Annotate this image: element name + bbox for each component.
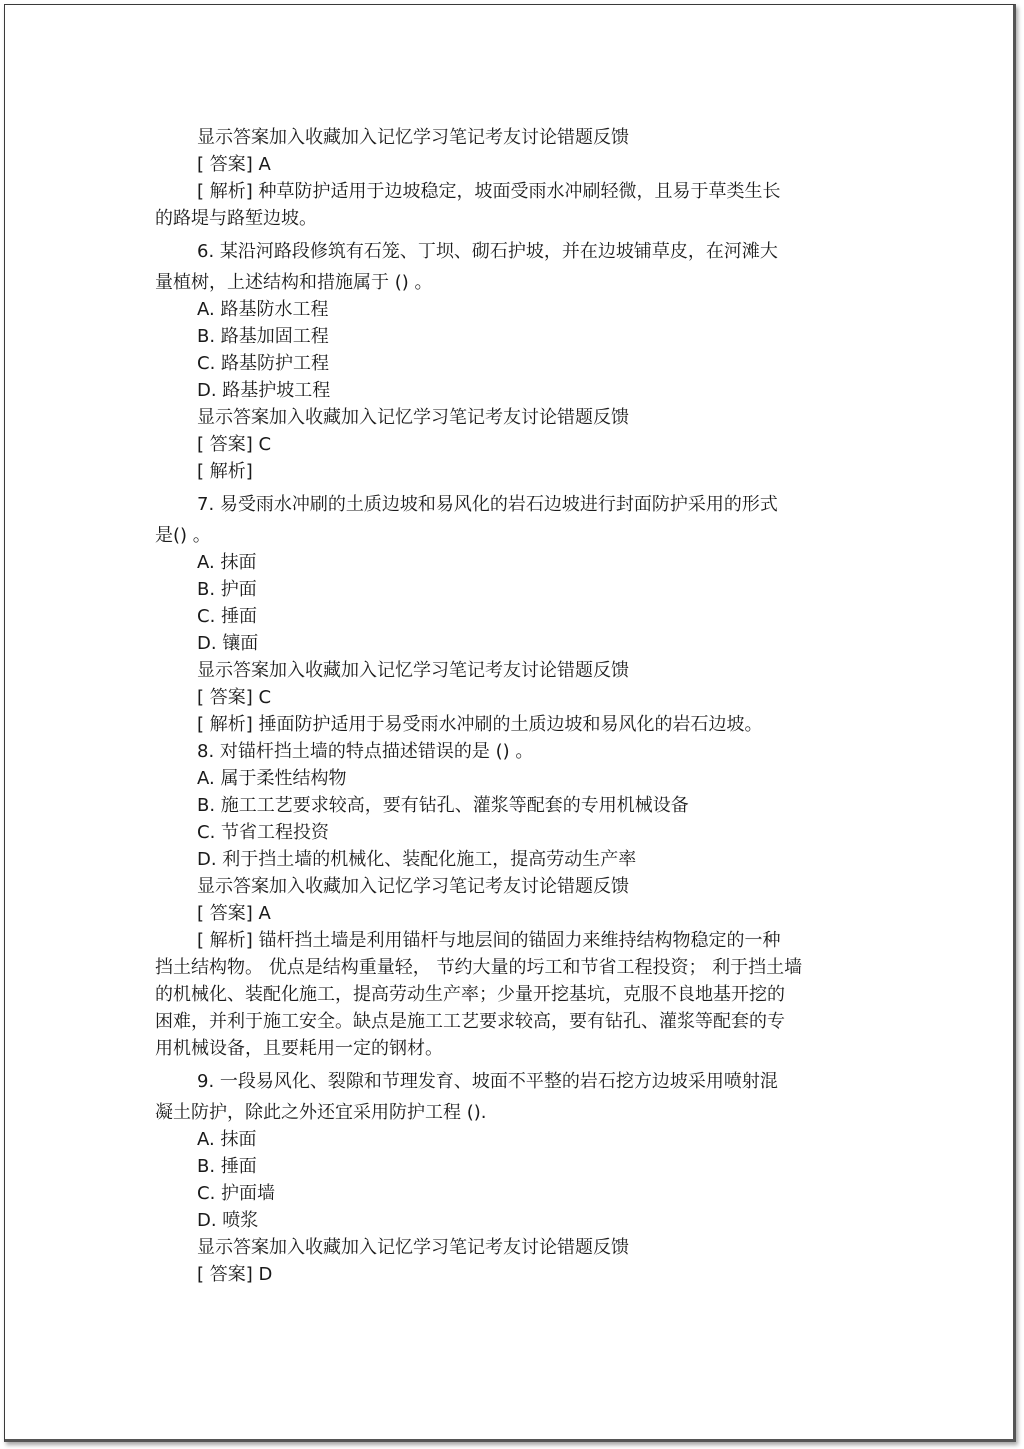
option-b: B. 路基加固工程 [197, 326, 329, 347]
analysis-line: 挡土结构物。 优点是结构重量轻， 节约大量的圬工和节省工程投资； 利于挡土墙 [155, 957, 803, 978]
analysis-line: 用机械设备，且要耗用一定的钢材。 [155, 1038, 443, 1059]
option-a: A. 抹面 [197, 1129, 257, 1150]
option-b: B. 施工工艺要求较高，要有钻孔、灌浆等配套的专用机械设备 [197, 795, 689, 816]
answer-text: [ 答案] A [197, 154, 271, 175]
option-d: D. 镶面 [197, 633, 259, 654]
analysis-line: [ 解析] [197, 461, 253, 482]
analysis-line: 困难，并利于施工安全。缺点是施工工艺要求较高，要有钻孔、灌浆等配套的专 [155, 1011, 785, 1032]
option-d: D. 喷浆 [197, 1210, 259, 1231]
option-b: B. 护面 [197, 579, 257, 600]
option-b: B. 捶面 [197, 1156, 257, 1177]
question-text: 8. 对锚杆挡土墙的特点描述错误的是 () 。 [197, 741, 534, 762]
answer-toolbar[interactable]: 显示答案加入收藏加入记忆学习笔记考友讨论错题反馈 [197, 1237, 629, 1258]
analysis-line: [ 解析] 捶面防护适用于易受雨水冲刷的土质边坡和易风化的岩石边坡。 [197, 714, 763, 735]
answer-toolbar[interactable]: 显示答案加入收藏加入记忆学习笔记考友讨论错题反馈 [197, 127, 629, 148]
answer-toolbar[interactable]: 显示答案加入收藏加入记忆学习笔记考友讨论错题反馈 [197, 876, 629, 897]
question-text: 量植树，上述结构和措施属于 () 。 [155, 272, 433, 293]
option-c: C. 捶面 [197, 606, 258, 627]
document-content [155, 124, 845, 1288]
option-c: C. 节省工程投资 [197, 822, 330, 843]
option-c: C. 路基防护工程 [197, 353, 330, 374]
analysis-line: [ 解析] 种草防护适用于边坡稳定，坡面受雨水冲刷轻微，且易于草类生长 [197, 181, 781, 202]
analysis-line: 的路堤与路堑边坡。 [155, 208, 317, 229]
option-a: A. 路基防水工程 [197, 299, 329, 320]
answer-text: [ 答案] A [197, 903, 271, 924]
answer-text: [ 答案] C [197, 687, 272, 708]
question-text: 7. 易受雨水冲刷的土质边坡和易风化的岩石边坡进行封面防护采用的形式 [197, 494, 778, 515]
question-text: 是() 。 [155, 525, 211, 546]
answer-text: [ 答案] C [197, 434, 272, 455]
analysis-line: [ 解析] 锚杆挡土墙是利用锚杆与地层间的锚固力来维持结构物稳定的一种 [197, 930, 781, 951]
answer-text: [ 答案] D [197, 1264, 273, 1285]
answer-toolbar[interactable]: 显示答案加入收藏加入记忆学习笔记考友讨论错题反馈 [197, 407, 629, 428]
option-c: C. 护面墙 [197, 1183, 276, 1204]
option-d: D. 路基护坡工程 [197, 380, 331, 401]
option-d: D. 利于挡土墙的机械化、装配化施工，提高劳动生产率 [197, 849, 637, 870]
answer-toolbar[interactable]: 显示答案加入收藏加入记忆学习笔记考友讨论错题反馈 [197, 660, 629, 681]
option-a: A. 属于柔性结构物 [197, 768, 347, 789]
option-a: A. 抹面 [197, 552, 257, 573]
question-text: 6. 某沿河路段修筑有石笼、丁坝、砌石护坡，并在边坡铺草皮，在河滩大 [197, 241, 778, 262]
analysis-line: 的机械化、装配化施工，提高劳动生产率；少量开挖基坑，克服不良地基开挖的 [155, 984, 785, 1005]
question-text: 凝土防护，除此之外还宜采用防护工程 (). [155, 1102, 487, 1123]
question-text: 9. 一段易风化、裂隙和节理发育、坡面不平整的岩石挖方边坡采用喷射混 [197, 1071, 778, 1092]
